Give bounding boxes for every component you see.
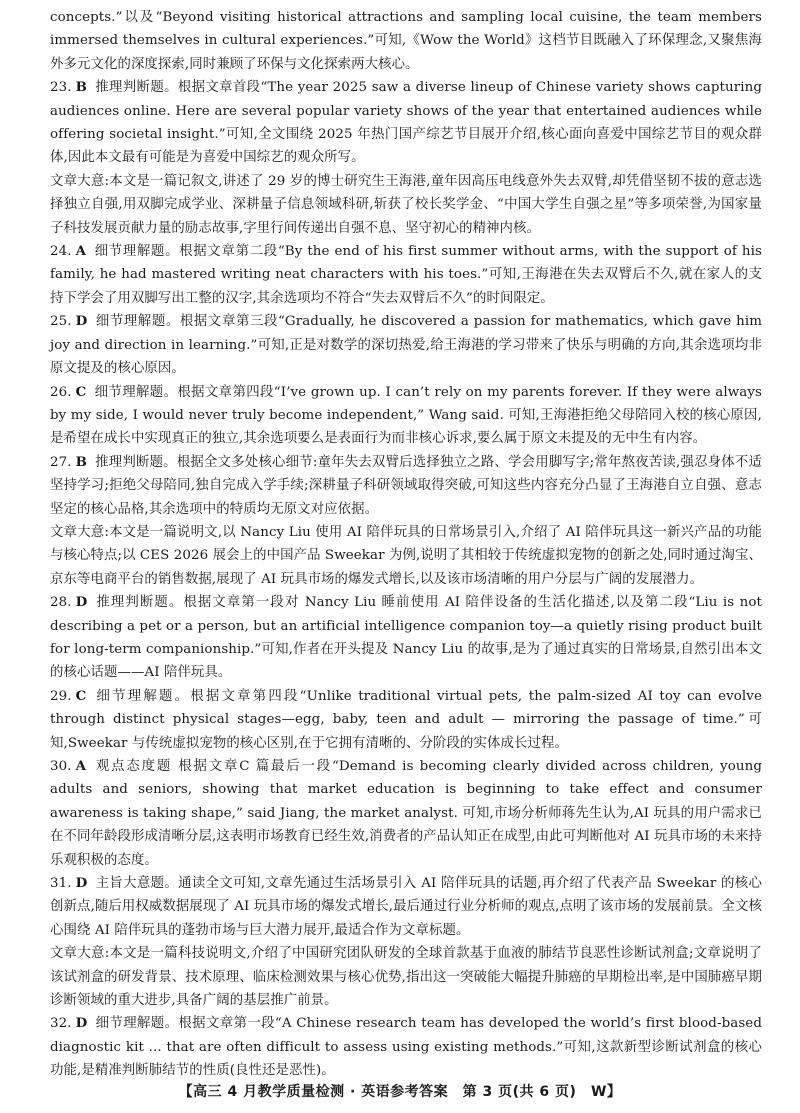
passage-summary: 文章大意:本文是一篇科技说明文,介绍了中国研究团队研发的全球首款基于血液的肺结节良恶性诊断试剂盒;文章说明了该试剂盒的研发背景、技术原理、临床检测效果与核心优势,指出这一突破能大幅提升肺癌的早期检出率,是中国肺癌早期诊断领域的重大进步,具备广阔的基层推广前景。 xyxy=(50,946,762,1009)
page-footer: 【高三 4 月教学质量检测 · 英语参考答案 第 3 页(共 6 页) W】 xyxy=(178,1084,622,1100)
answer-letter: D xyxy=(75,1015,88,1032)
question-number: 25. xyxy=(50,314,72,330)
explanation-text: 推理判断题。根据全文多处核心细节:童年失去双臂后选择独立之路、学会用脚写字;常年熬夜苦读,强忍身体不适坚持学习;拒绝父母陪同,独自完成入学手续;深耕量子科研领域取得突破,可知这些内容充分凸显了王海港自立自强、意志坚定的核心品格,其余选项中的特质均无原文对应依据。 xyxy=(50,454,762,517)
question-number: 32. xyxy=(50,1016,72,1032)
answer-item-25 xyxy=(50,310,762,380)
answer-item-26 xyxy=(50,381,762,451)
passage-summary: 文章大意:本文是一篇记叙文,讲述了 29 岁的博士研究生王海港,童年因高压电线意外失去双臂,却凭借坚韧不拔的意志选择独立自强,用双脚完成学业、深耕量子信息领域科研,斩获了校长奖学金、“中国大学生自强之星”等多项荣誉,为国家量子科技发展贡献力量的励志故事,字里行间传递出自强不息、坚守初心的精神内核。 xyxy=(50,173,762,236)
answer-item-28 xyxy=(50,591,762,685)
passage-summary: 文章大意:本文是一篇说明文,以 Nancy Liu 使用 AI 陪伴玩具的日常场景引入,介绍了 AI 陪伴玩具这一新兴产品的功能与核心特点;以 CES 2026 展会上的中国产品 Sweekar 为例,说明了其相较于传统虚拟宠物的创新之处,同时通过淘宝、京东等电商平台的销售数据,展现了 AI 玩具市场的爆发式增长,以及该市场清晰的用户分层与广阔的发展潜力。 xyxy=(50,524,762,587)
explanation-text: 推理判断题。根据文章第一段对 Nancy Liu 睡前使用 AI 陪伴设备的生活化描述,以及第二段“Liu is not describing a pet or a person, but an artificial intelligence companion toy—a quietly rising product built for long-term companionship.”可知,作者在开头提及 Nancy Liu 的故事,是为了通过真实的日常场景,自然引出本文的核心话题——AI 陪伴玩具。 xyxy=(50,595,762,681)
question-number: 26. xyxy=(50,384,72,400)
explanation-text: 细节理解题。根据文章第一段“A Chinese research team has developed the world’s first blood-based diagnostic kit ... that are often difficult to assess using existing methods.”可知,这款新型诊断试剂盒的核心功能,是精准判断肺结节的性质(良性还是恶性)。 xyxy=(50,1016,762,1079)
question-number: 31. xyxy=(50,876,72,892)
answer-item-32 xyxy=(50,1012,762,1082)
answer-item-31 xyxy=(50,872,762,942)
explanation-text: 细节理解题。根据文章第二段“By the end of his first summer without arms, with the support of his family, he had mastered writing neat characters with his toes.”可知,王海港在失去双臂后不久,就在家人的支持下学会了用双脚写出工整的汉字,其余选项均不符合“失去双臂后不久”的时间限定。 xyxy=(50,244,762,306)
answer-item-27 xyxy=(50,451,762,521)
answer-item-24 xyxy=(50,240,762,310)
answer-letter: B xyxy=(75,453,88,470)
answer-letter: B xyxy=(75,79,88,96)
explanation-text: 推理判断题。根据文章首段“The year 2025 saw a diverse lineup of Chinese variety shows capturing audiences online. Here are several popular variety shows of the year that entertained audiences while offering societal insight.”可知,全文围绕 2025 年热门国产综艺节目展开介绍,核心面向喜爱中国综艺节目的观众群体,因此本文最有可能是为喜爱中国综艺的观众所写。 xyxy=(50,80,762,166)
explanation-text: 主旨大意题。通读全文可知,文章先通过生活场景引入 AI 陪伴玩具的话题,再介绍了代表产品 Sweekar 的核心创新点,随后用权威数据展现了 AI 玩具市场的爆发式增长,最后通过行业分析师的观点,点明了该市场的发展前景。全文核心围绕 AI 陪伴玩具的蓬勃市场与巨大潜力展开,最适合作为文章标题。 xyxy=(50,876,762,938)
question-number: 29. xyxy=(50,688,72,704)
answer-letter: D xyxy=(75,594,88,611)
question-number: 24. xyxy=(50,244,72,260)
explanation-text: 细节理解题。根据文章第三段“Gradually, he discovered a passion for mathematics, which gave him joy and direction in learning.”可知,正是对数学的深切热爱,给王海港的学习带来了快乐与明确的方向,其余选项均非原文提及的核心原因。 xyxy=(50,314,762,377)
question-number: 28. xyxy=(50,595,72,611)
answer-letter: C xyxy=(75,687,87,704)
answer-letter: A xyxy=(75,243,87,260)
answer-item-30 xyxy=(50,755,762,872)
question-number: 27. xyxy=(50,454,72,470)
answer-item-29 xyxy=(50,685,762,755)
answer-letter: D xyxy=(75,875,88,892)
explanation-text: 细节理解题。根据文章第四段“I’ve grown up. I can’t rely on my parents forever. If they were always by my side, I would never truly become independent,” Wang said. 可知,王海港拒绝父母陪同入校的核心原因,是希望在成长中实现真正的独立,其余选项要么是表面行为而非核心诉求,要么属于原文未提及的无中生有内容。 xyxy=(50,384,762,447)
explanation-text: 观点态度题 根据文章C 篇最后一段“Demand is becoming clearly divided across children, young adults and seniors, showing that market education is beginning to take effect and consumer awareness is taking shape,” said Jiang, the market analyst. 可知,市场分析师蒋先生认为,AI 玩具的用户需求已在不同年龄段形成清晰分层,这表明市场教育已经生效,消费者的产品认知正在成型,由此可判断他对 AI 玩具市场的未来持乐观积极的态度。 xyxy=(50,759,762,868)
continued-explanation: concepts.”以及“Beyond visiting historical attractions and sampling local cuisine, the team members immersed themselves in cultural experiences.”可知,《Wow the World》这档节目既融入了环保理念,又聚焦海外多元文化的深度探索,同时兼顾了环保与文化探索两大核心。 xyxy=(50,10,762,72)
answer-content xyxy=(50,6,762,1083)
question-number: 23. xyxy=(50,80,72,96)
answer-item-23 xyxy=(50,76,762,170)
answer-letter: C xyxy=(75,383,87,400)
answer-letter: A xyxy=(75,758,87,774)
answer-letter: D xyxy=(75,313,88,330)
explanation-text: 细节理解题。根据文章第四段“Unlike traditional virtual pets, the palm-sized AI toy can evolve through distinct physical stages—egg, baby, teen and adult — mirroring the passage of time.”可知,Sweekar 与传统虚拟宠物的核心区别,在于它拥有清晰的、分阶段的实体成长过程。 xyxy=(50,688,762,751)
question-number: 30. xyxy=(50,759,72,774)
